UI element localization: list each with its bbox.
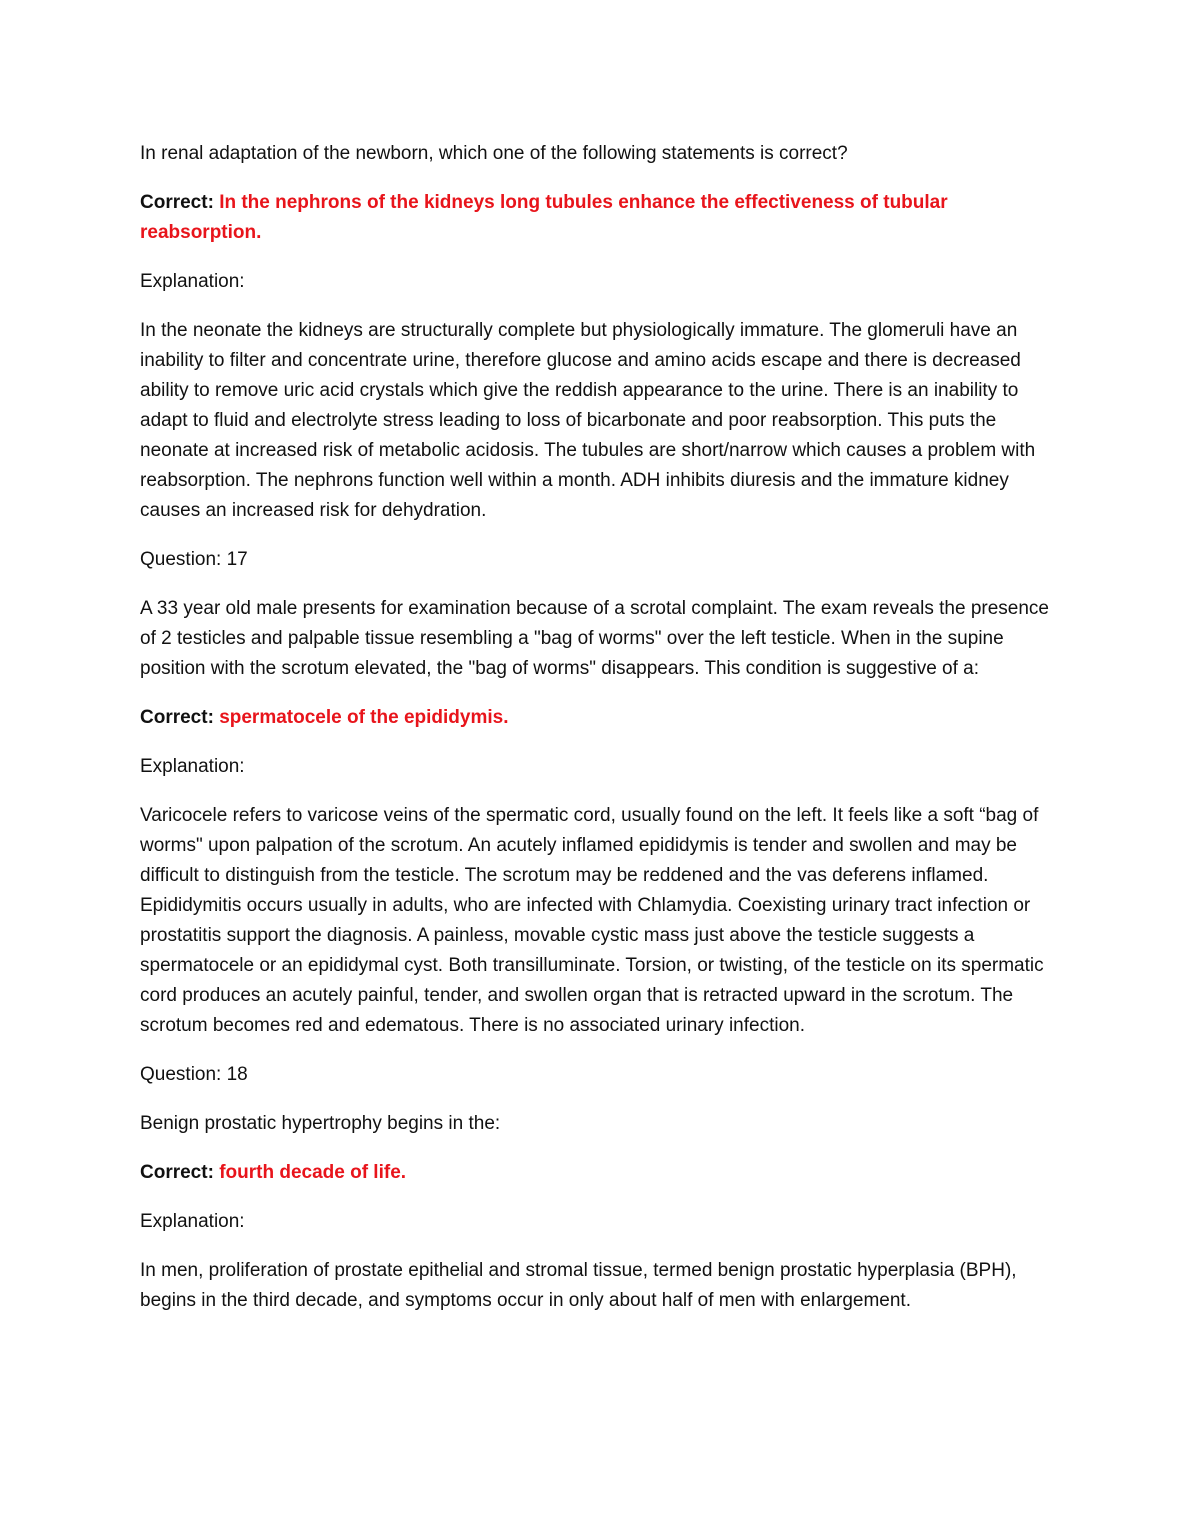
explanation-text: In the neonate the kidneys are structurally complete but physiologically immature. The glomeruli have an inability to filter and concentrate urine, therefore glucose and amino acids escape and there is decreased ability to remove uric acid crystals which give the reddish appearance to the urine. There is an inability to adapt to fluid and electrolyte stress leading to loss of bicarbonate and poor reabsorption. This puts the neonate at increased risk of metabolic acidosis. The tubules are short/narrow which causes a problem with reabsorption. The nephrons function well within a month. ADH inhibits diuresis and the immature kidney causes an increased risk for dehydration. — [140, 320, 1036, 521]
explanation-text: Varicocele refers to varicose veins of the spermatic cord, usually found on the left. It feels like a soft “bag of worms" upon palpation of the scrotum. An acutely inflamed epididymis is tender and swollen and may be difficult to distinguish from the testicle. The scrotum may be reddened and the vas deferens inflamed. Epididymitis occurs usually in adults, who are infected with Chlamydia. Coexisting urinary tract infection or prostatitis support the diagnosis. A painless, movable cystic mass just above the testicle suggests a spermatocele or an epididymal cyst. Both transilluminate. Torsion, or twisting, of the testicle on its spermatic cord produces an acutely painful, tender, and swollen organ that is retracted upward in the scrotum. The scrotum becomes red and edematous. There is no associated urinary infection. — [140, 805, 1044, 1036]
correct-answer: fourth decade of life. — [219, 1162, 407, 1183]
explanation-text: In men, proliferation of prostate epithelial and stromal tissue, termed benign prostatic hyperplasia (BPH), begins in the third decade, and symptoms occur in only about half of men with enlargement. — [140, 1260, 1017, 1311]
explanation-label: Explanation: — [140, 756, 245, 777]
document-page — [140, 139, 1055, 1335]
question-text: A 33 year old male presents for examination because of a scrotal complaint. The exam reveals the presence of 2 testicles and palpable tissue resembling a "bag of worms" over the left testicle. When in the supine position with the scrotum elevated, the "bag of worms" disappears. This condition is suggestive of a: — [140, 598, 1049, 679]
question-text: In renal adaptation of the newborn, which one of the following statements is correct? — [140, 143, 848, 164]
correct-label: Correct: — [140, 192, 214, 213]
correct-answer: In the nephrons of the kidneys long tubules enhance the effectiveness of tubular reabsorption. — [140, 192, 948, 243]
correct-answer-line — [140, 1158, 1055, 1188]
question-number: Question: 18 — [140, 1064, 248, 1085]
correct-answer-line — [140, 188, 1055, 248]
correct-label: Correct: — [140, 1162, 214, 1183]
explanation-label: Explanation: — [140, 271, 245, 292]
question-text: Benign prostatic hypertrophy begins in the: — [140, 1113, 501, 1134]
correct-answer-line — [140, 703, 1055, 733]
question-number: Question: 17 — [140, 549, 248, 570]
correct-answer: spermatocele of the epididymis. — [219, 707, 509, 728]
correct-label: Correct: — [140, 707, 214, 728]
explanation-label: Explanation: — [140, 1211, 245, 1232]
